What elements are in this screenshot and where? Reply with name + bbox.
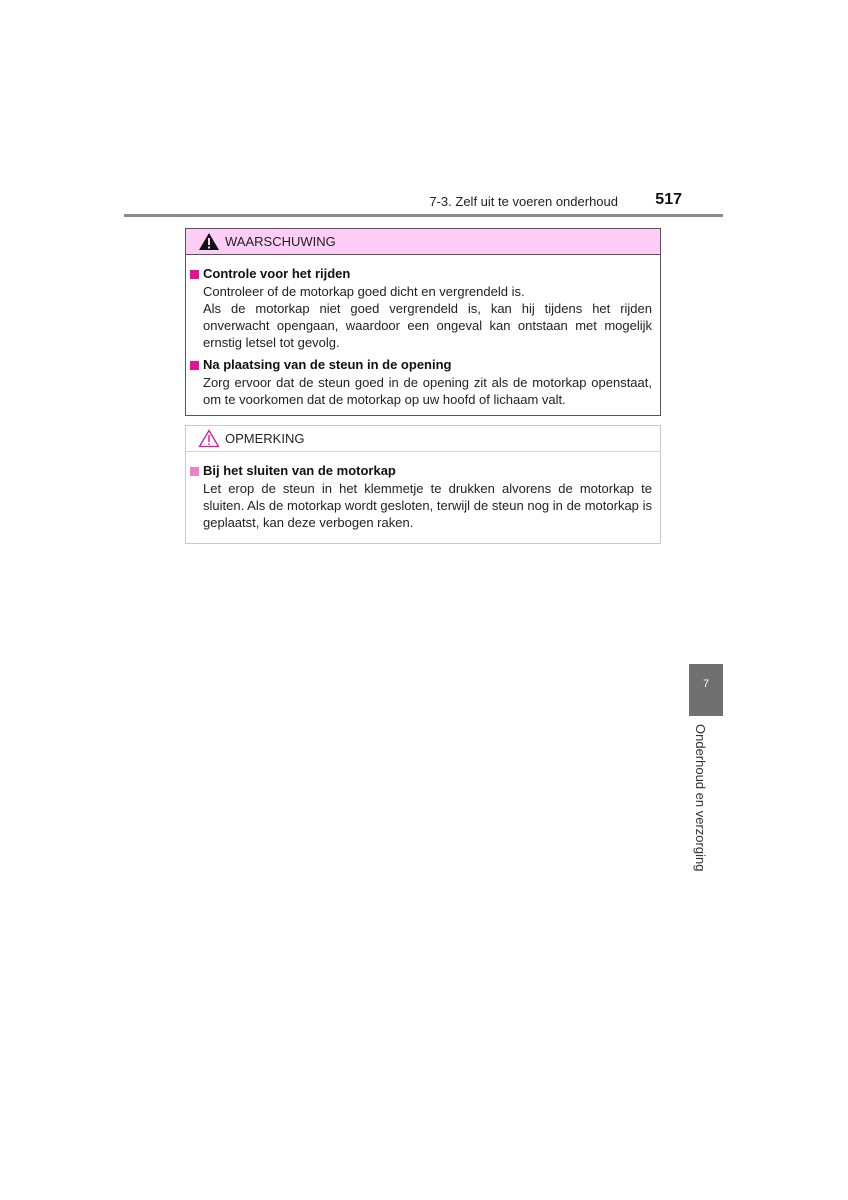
note-item [190, 462, 652, 531]
page-number: 517 [655, 191, 682, 208]
item-heading-text: Bij het sluiten van de motorkap [203, 463, 396, 478]
chapter-tab [689, 664, 723, 716]
item-heading-text: Na plaatsing van de steun in de opening [203, 357, 452, 372]
item-line: Als de motorkap niet goed vergrendeld is, kan hij tijdens het rijden onverwacht opengaan, waardoor een ongeval kan ontstaan met mogelijk ernstig letsel tot gevolg. [203, 301, 652, 350]
item-heading [190, 462, 652, 480]
chapter-title: Onderhoud en verzorging [693, 724, 708, 872]
warning-body [186, 255, 660, 408]
warning-title: WAARSCHUWING [225, 234, 336, 249]
warning-item [190, 356, 652, 408]
note-box [185, 425, 661, 544]
note-body [186, 452, 660, 531]
chapter-number: 7 [702, 678, 710, 690]
item-line: Zorg ervoor dat de steun goed in de opening zit als de motorkap openstaat, om te voorkomen dat de motorkap op uw hoofd of lichaam valt. [203, 375, 652, 407]
item-line: Let erop de steun in het klemmetje te drukken alvorens de motorkap te sluiten. Als de motorkap wordt gesloten, terwijl de steun nog in de motorkap is geplaatst, kan deze verbogen raken. [203, 481, 652, 530]
header-divider [124, 214, 723, 217]
warning-box [185, 228, 661, 416]
square-bullet-icon [190, 361, 199, 370]
item-heading [190, 356, 652, 374]
item-text [190, 283, 652, 351]
item-text [190, 480, 652, 531]
item-line: Controleer of de motorkap goed dicht en vergrendeld is. [203, 284, 525, 299]
item-heading [190, 265, 652, 283]
square-bullet-icon [190, 467, 199, 476]
section-title: 7-3. Zelf uit te voeren onderhoud [429, 194, 618, 209]
item-heading-text: Controle voor het rijden [203, 266, 351, 281]
warning-triangle-icon [198, 232, 220, 251]
note-title: OPMERKING [225, 431, 305, 446]
warning-header [186, 229, 660, 255]
caution-triangle-icon [198, 429, 220, 448]
item-text [190, 374, 652, 408]
note-header [186, 426, 660, 452]
warning-item [190, 265, 652, 351]
square-bullet-icon [190, 270, 199, 279]
